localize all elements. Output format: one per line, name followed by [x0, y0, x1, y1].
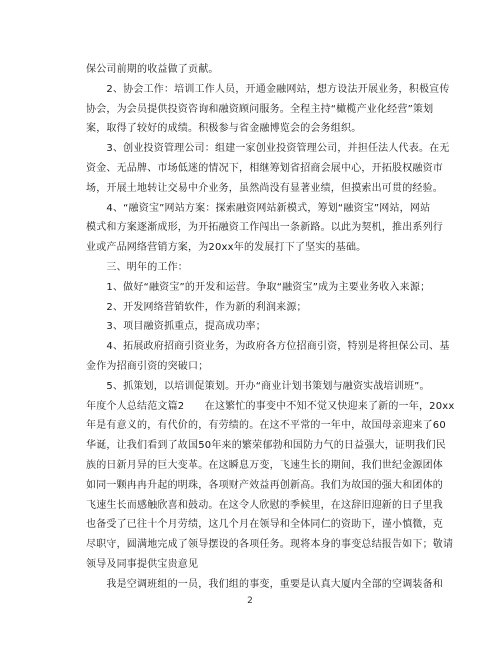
text-line: 华诞，让我们看到了故国50年来的繁荣郁勃和国防力气的日益强大，证明我们民: [86, 440, 446, 452]
text-line: 场，开展土地转让交易中介业务，虽然尚没有显著业绩，但摸索出可贯的经验。: [86, 182, 443, 194]
text-line: 保公司前期的收益做了贡献。: [86, 64, 219, 75]
text-line: 年是有意义的，有代价的，有劳绩的。在这不平常的一年中，故国母亲迎来了60: [86, 420, 446, 432]
text-line: 业或产品网络营销方案，为20xx年的发展打下了坚实的基础。: [86, 242, 367, 254]
text-line: 3、项目融资抓重点，提高成功率；: [86, 321, 266, 333]
text-line: 模式和方案逐渐成形，为开拓融资工作闯出一条新路。以此为契机，推出系列行: [86, 222, 443, 234]
text-line: 年度个人总结范文篇2 在这繁忙的事变中不知不觉又快迎来了新的一年，20xx: [86, 400, 455, 412]
text-line: 2、协会工作：培训工作人员，开通金融网站，想方设法开展业务，积极宣传: [86, 83, 450, 95]
text-line: 族的日新月异的巨大变革。在这瞬息万变，飞速生长的期间，我们世纪金源团体: [86, 459, 443, 471]
text-line: 3、创业投资管理公司：组建一家创业投资管理公司，并担任法人代表。在无: [86, 143, 450, 155]
page-number: 2: [247, 596, 253, 606]
text-line: 协会，为会员提供投资咨询和融资顾问服务。全程主持“橄榄产业化经营”策划: [86, 103, 434, 115]
text-line: 资金、无品牌、市场低迷的情况下，相继筹划省招商会展中心，开拓股权融资市: [86, 162, 443, 174]
text-line: 案，取得了较好的成绩。积极参与省金融博览会的会务组织。: [86, 123, 362, 135]
text-line: 5、抓策划，以培训促策划。开办“商业计划书策划与融资实战培训班”。: [86, 380, 430, 392]
text-line: 1、做好“融资宝”的开发和运营。争取“融资宝”成为主要业务收入来源；: [86, 281, 431, 293]
text-line: 4、“融资宝”网站方案：探索融资网站新模式，筹划“融资宝”网站，网站: [86, 202, 431, 214]
text-line: 如同一颗冉冉升起的明珠，各项财产效益再创新高。我们为故国的强大和团体的: [86, 479, 443, 491]
text-line: 领导及同事提供宝贵意见: [86, 558, 199, 570]
text-line: 我是空调班组的一员，我们组的事变，重要是认真大厦内全部的空调装备和: [86, 578, 443, 590]
text-line: 三、明年的工作：: [86, 261, 188, 273]
text-line: 金作为招商引资的突破口；: [86, 360, 209, 372]
text-line: 也备受了已往十个月劳绩，这几个月在领导和全体同仁的资助下，谨小慎微，克: [86, 519, 443, 531]
text-line: 尽职守，圆满地完成了领导摆设的各项任务。现将本身的事变总结报告如下；敬请: [86, 539, 454, 551]
body-text: [86, 60, 455, 595]
text-line: 4、拓展政府招商引资业务，为政府各方位招商引资，特别是将担保公司、基: [86, 341, 450, 353]
text-line: 2、开发网络营销软件，作为新的利润来源；: [86, 301, 307, 313]
text-line: 飞速生长而感触欣喜和鼓动。在这令人欣慰的季候里，在这辞旧迎新的日子里我: [86, 499, 443, 511]
